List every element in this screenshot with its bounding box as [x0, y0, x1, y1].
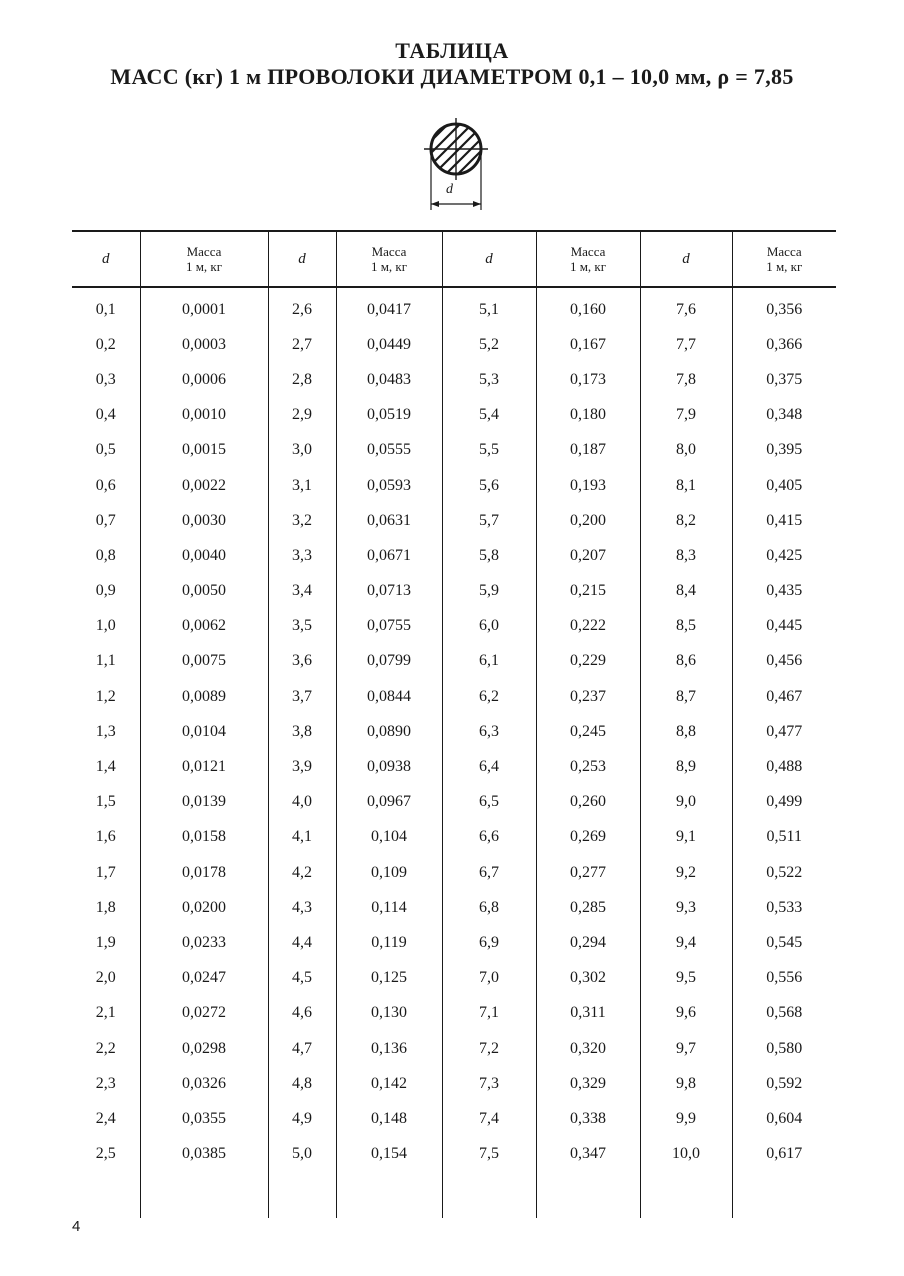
diameter-cell: 8,5 [640, 609, 732, 644]
mass-cell: 0,467 [732, 679, 836, 714]
diameter-cell: 8,7 [640, 679, 732, 714]
mass-cell: 0,0104 [140, 714, 268, 749]
mass-cell: 0,148 [336, 1101, 442, 1136]
mass-cell: 0,0671 [336, 538, 442, 573]
table-row [72, 679, 836, 714]
mass-cell: 0,0755 [336, 609, 442, 644]
table-subtitle: МАСС (кг) 1 м ПРОВОЛОКИ ДИАМЕТРОМ 0,1 – 10,0 мм, ρ = 7,85 [110, 64, 794, 89]
diameter-cell: 0,6 [95, 476, 116, 494]
table-row [72, 714, 836, 749]
mass-cell: 0,125 [336, 961, 442, 996]
mass-cell: 0,329 [536, 1066, 640, 1101]
table-row [72, 398, 836, 433]
diameter-cell: 3,7 [268, 679, 336, 714]
diameter-cell: 4,1 [268, 820, 336, 855]
mass-cell: 0,0799 [336, 644, 442, 679]
mass-cell: 0,445 [732, 609, 836, 644]
diameter-cell: 6,7 [442, 855, 536, 890]
diameter-cell: 2,5 [95, 1145, 116, 1163]
diameter-cell: 4,0 [268, 785, 336, 820]
diameter-cell: 3,2 [268, 503, 336, 538]
mass-cell: 0,0298 [140, 1031, 268, 1066]
header-mass: Масса 1 м, кг [336, 231, 442, 287]
diameter-cell: 7,5 [442, 1137, 536, 1172]
diameter-cell: 7,4 [442, 1101, 536, 1136]
diameter-cell: 2,8 [268, 362, 336, 397]
mass-cell: 0,0355 [140, 1101, 268, 1136]
mass-cell: 0,556 [732, 961, 836, 996]
mass-cell: 0,0062 [140, 609, 268, 644]
diameter-cell: 0,8 [95, 546, 116, 564]
diameter-cell: 0,3 [95, 370, 116, 388]
mass-cell: 0,104 [336, 820, 442, 855]
mass-cell: 0,405 [732, 468, 836, 503]
diameter-cell: 9,2 [640, 855, 732, 890]
mass-cell: 0,136 [336, 1031, 442, 1066]
table-header-row [72, 231, 836, 287]
diameter-cell: 5,7 [442, 503, 536, 538]
diameter-cell: 9,3 [640, 890, 732, 925]
mass-cell: 0,0040 [140, 538, 268, 573]
table-row [72, 890, 836, 925]
diameter-cell: 3,8 [268, 714, 336, 749]
diameter-cell: 9,9 [640, 1101, 732, 1136]
diameter-cell: 1,4 [95, 758, 116, 776]
diameter-cell: 4,8 [268, 1066, 336, 1101]
mass-cell: 0,0022 [140, 468, 268, 503]
mass-cell: 0,533 [732, 890, 836, 925]
header-mass: Масса 1 м, кг [732, 231, 836, 287]
diameter-cell: 5,4 [442, 398, 536, 433]
diameter-cell: 1,9 [95, 933, 116, 951]
mass-cell: 0,0233 [140, 925, 268, 960]
mass-cell: 0,245 [536, 714, 640, 749]
table-row [72, 820, 836, 855]
mass-cell: 0,0050 [140, 574, 268, 609]
diameter-cell: 7,8 [640, 362, 732, 397]
mass-cell: 0,0030 [140, 503, 268, 538]
diameter-cell: 6,9 [442, 925, 536, 960]
diameter-cell: 8,3 [640, 538, 732, 573]
header-d: d [268, 231, 336, 287]
mass-cell: 0,0555 [336, 433, 442, 468]
mass-cell: 0,356 [732, 287, 836, 327]
diameter-cell: 9,1 [640, 820, 732, 855]
table-row [72, 961, 836, 996]
mass-cell: 0,0272 [140, 996, 268, 1031]
diameter-cell: 2,2 [95, 1039, 116, 1057]
mass-cell: 0,0713 [336, 574, 442, 609]
table-row [72, 433, 836, 468]
table-row [72, 574, 836, 609]
mass-cell: 0,285 [536, 890, 640, 925]
diameter-cell: 9,7 [640, 1031, 732, 1066]
diameter-cell: 5,1 [442, 287, 536, 327]
mass-cell: 0,173 [536, 362, 640, 397]
diameter-cell: 4,4 [268, 925, 336, 960]
header-mass: Масса 1 м, кг [140, 231, 268, 287]
mass-cell: 0,0967 [336, 785, 442, 820]
mass-cell: 0,0449 [336, 327, 442, 362]
diameter-cell: 5,8 [442, 538, 536, 573]
diameter-cell: 1,7 [95, 863, 116, 881]
mass-cell: 0,0178 [140, 855, 268, 890]
mass-cell: 0,0483 [336, 362, 442, 397]
diameter-cell: 5,5 [442, 433, 536, 468]
diameter-cell: 8,4 [640, 574, 732, 609]
diameter-cell: 2,7 [268, 327, 336, 362]
mass-cell: 0,253 [536, 749, 640, 784]
mass-cell: 0,347 [536, 1137, 640, 1172]
mass-cell: 0,200 [536, 503, 640, 538]
diameter-cell: 7,0 [442, 961, 536, 996]
diameter-cell: 6,0 [442, 609, 536, 644]
mass-cell: 0,311 [536, 996, 640, 1031]
mass-cell: 0,0890 [336, 714, 442, 749]
mass-cell: 0,260 [536, 785, 640, 820]
diameter-cell: 8,6 [640, 644, 732, 679]
diameter-cell: 6,1 [442, 644, 536, 679]
mass-cell: 0,0247 [140, 961, 268, 996]
diameter-cell: 2,9 [268, 398, 336, 433]
header-d: d [72, 231, 140, 287]
mass-cell: 0,415 [732, 503, 836, 538]
mass-cell: 0,0121 [140, 749, 268, 784]
table-row [72, 644, 836, 679]
diameter-cell: 4,6 [268, 996, 336, 1031]
diameter-cell: 5,9 [442, 574, 536, 609]
mass-cell: 0,511 [732, 820, 836, 855]
diameter-cell: 7,7 [640, 327, 732, 362]
diameter-cell: 0,2 [95, 335, 116, 353]
diameter-cell: 7,9 [640, 398, 732, 433]
mass-cell: 0,592 [732, 1066, 836, 1101]
wire-cross-section-icon [418, 116, 498, 212]
mass-cell: 0,180 [536, 398, 640, 433]
diameter-cell: 0,9 [95, 582, 116, 600]
mass-cell: 0,207 [536, 538, 640, 573]
table-row [72, 362, 836, 397]
diameter-cell: 3,4 [268, 574, 336, 609]
diameter-cell: 1,3 [95, 722, 116, 740]
diagram-dimension-label: d [446, 182, 453, 197]
diameter-cell: 3,0 [268, 433, 336, 468]
mass-cell: 0,338 [536, 1101, 640, 1136]
diameter-cell: 2,1 [95, 1004, 116, 1022]
mass-cell: 0,0139 [140, 785, 268, 820]
table-row [72, 749, 836, 784]
mass-cell: 0,114 [336, 890, 442, 925]
diameter-cell: 3,1 [268, 468, 336, 503]
mass-cell: 0,215 [536, 574, 640, 609]
mass-cell: 0,425 [732, 538, 836, 573]
diameter-cell: 2,0 [95, 969, 116, 987]
mass-cell: 0,488 [732, 749, 836, 784]
diameter-cell: 2,4 [95, 1109, 116, 1127]
mass-cell: 0,375 [732, 362, 836, 397]
mass-cell: 0,0003 [140, 327, 268, 362]
diameter-cell: 4,9 [268, 1101, 336, 1136]
mass-cell: 0,604 [732, 1101, 836, 1136]
mass-cell: 0,366 [732, 327, 836, 362]
diameter-cell: 7,1 [442, 996, 536, 1031]
table-title: ТАБЛИЦА [395, 38, 509, 63]
diameter-cell: 5,6 [442, 468, 536, 503]
mass-cell: 0,580 [732, 1031, 836, 1066]
mass-cell: 0,0519 [336, 398, 442, 433]
diameter-cell: 8,2 [640, 503, 732, 538]
table-row [72, 785, 836, 820]
mass-cell: 0,0015 [140, 433, 268, 468]
diameter-cell: 4,7 [268, 1031, 336, 1066]
diameter-cell: 8,8 [640, 714, 732, 749]
diameter-cell: 6,6 [442, 820, 536, 855]
mass-cell: 0,0417 [336, 287, 442, 327]
diameter-cell: 7,3 [442, 1066, 536, 1101]
diameter-cell: 7,2 [442, 1031, 536, 1066]
mass-cell: 0,395 [732, 433, 836, 468]
diameter-cell: 3,6 [268, 644, 336, 679]
diameter-cell: 5,0 [268, 1137, 336, 1172]
diameter-cell: 1,2 [95, 687, 116, 705]
mass-cell: 0,0001 [140, 287, 268, 327]
mass-cell: 0,320 [536, 1031, 640, 1066]
mass-cell: 0,0593 [336, 468, 442, 503]
table-row [72, 855, 836, 890]
table-row [72, 1066, 836, 1101]
mass-cell: 0,130 [336, 996, 442, 1031]
diameter-cell: 1,8 [95, 898, 116, 916]
diameter-cell: 2,6 [268, 287, 336, 327]
mass-cell: 0,119 [336, 925, 442, 960]
mass-cell: 0,435 [732, 574, 836, 609]
diameter-cell: 10,0 [640, 1137, 732, 1172]
diameter-cell: 0,5 [95, 441, 116, 459]
mass-cell: 0,167 [536, 327, 640, 362]
page-number: 4 [72, 1218, 81, 1235]
diameter-cell: 4,5 [268, 961, 336, 996]
mass-cell: 0,160 [536, 287, 640, 327]
mass-cell: 0,269 [536, 820, 640, 855]
diameter-cell: 6,8 [442, 890, 536, 925]
diameter-cell: 6,5 [442, 785, 536, 820]
mass-cell: 0,0326 [140, 1066, 268, 1101]
mass-cell: 0,0075 [140, 644, 268, 679]
diameter-cell: 4,3 [268, 890, 336, 925]
diameter-cell: 6,3 [442, 714, 536, 749]
table-row [72, 925, 836, 960]
mass-cell: 0,277 [536, 855, 640, 890]
diameter-cell: 9,8 [640, 1066, 732, 1101]
header-d: d [640, 231, 732, 287]
diameter-cell: 1,6 [95, 828, 116, 846]
mass-cell: 0,568 [732, 996, 836, 1031]
header-d: d [442, 231, 536, 287]
mass-cell: 0,456 [732, 644, 836, 679]
table-row [72, 287, 836, 327]
diameter-cell: 7,6 [640, 287, 732, 327]
diameter-cell: 5,3 [442, 362, 536, 397]
table-row [72, 996, 836, 1031]
mass-cell: 0,154 [336, 1137, 442, 1172]
diameter-cell: 1,5 [95, 793, 116, 811]
mass-cell: 0,348 [732, 398, 836, 433]
mass-cell: 0,545 [732, 925, 836, 960]
table-row [72, 1101, 836, 1136]
mass-cell: 0,229 [536, 644, 640, 679]
diameter-cell: 0,7 [95, 511, 116, 529]
mass-cell: 0,0200 [140, 890, 268, 925]
diameter-cell: 9,4 [640, 925, 732, 960]
table-row [72, 538, 836, 573]
diameter-cell: 8,0 [640, 433, 732, 468]
diameter-cell: 9,5 [640, 961, 732, 996]
mass-cell: 0,0158 [140, 820, 268, 855]
diameter-cell: 3,5 [268, 609, 336, 644]
diameter-cell: 1,0 [95, 617, 116, 635]
diameter-cell: 6,4 [442, 749, 536, 784]
mass-cell: 0,0631 [336, 503, 442, 538]
wire-mass-table [72, 230, 836, 1218]
mass-cell: 0,0938 [336, 749, 442, 784]
mass-cell: 0,193 [536, 468, 640, 503]
diameter-cell: 3,3 [268, 538, 336, 573]
table-row [72, 468, 836, 503]
diameter-cell: 5,2 [442, 327, 536, 362]
diameter-cell: 4,2 [268, 855, 336, 890]
mass-cell: 0,237 [536, 679, 640, 714]
mass-cell: 0,302 [536, 961, 640, 996]
header-mass: Масса 1 м, кг [536, 231, 640, 287]
table-row [72, 1137, 836, 1172]
diameter-cell: 1,1 [95, 652, 116, 670]
diameter-cell: 2,3 [95, 1074, 116, 1092]
diameter-cell: 6,2 [442, 679, 536, 714]
diameter-cell: 9,0 [640, 785, 732, 820]
table-row [72, 1031, 836, 1066]
mass-cell: 0,294 [536, 925, 640, 960]
diameter-cell: 8,9 [640, 749, 732, 784]
table-spacer-row [72, 1172, 836, 1218]
mass-cell: 0,617 [732, 1137, 836, 1172]
diameter-cell: 0,1 [95, 300, 116, 318]
mass-cell: 0,0385 [140, 1137, 268, 1172]
diameter-cell: 8,1 [640, 468, 732, 503]
diameter-cell: 0,4 [95, 406, 116, 424]
mass-cell: 0,109 [336, 855, 442, 890]
mass-cell: 0,187 [536, 433, 640, 468]
mass-cell: 0,142 [336, 1066, 442, 1101]
mass-cell: 0,477 [732, 714, 836, 749]
table-row [72, 327, 836, 362]
table-row [72, 503, 836, 538]
mass-cell: 0,0844 [336, 679, 442, 714]
mass-cell: 0,222 [536, 609, 640, 644]
diameter-cell: 9,6 [640, 996, 732, 1031]
mass-cell: 0,499 [732, 785, 836, 820]
mass-cell: 0,0010 [140, 398, 268, 433]
table-row [72, 609, 836, 644]
diameter-cell: 3,9 [268, 749, 336, 784]
mass-cell: 0,522 [732, 855, 836, 890]
mass-cell: 0,0089 [140, 679, 268, 714]
mass-cell: 0,0006 [140, 362, 268, 397]
